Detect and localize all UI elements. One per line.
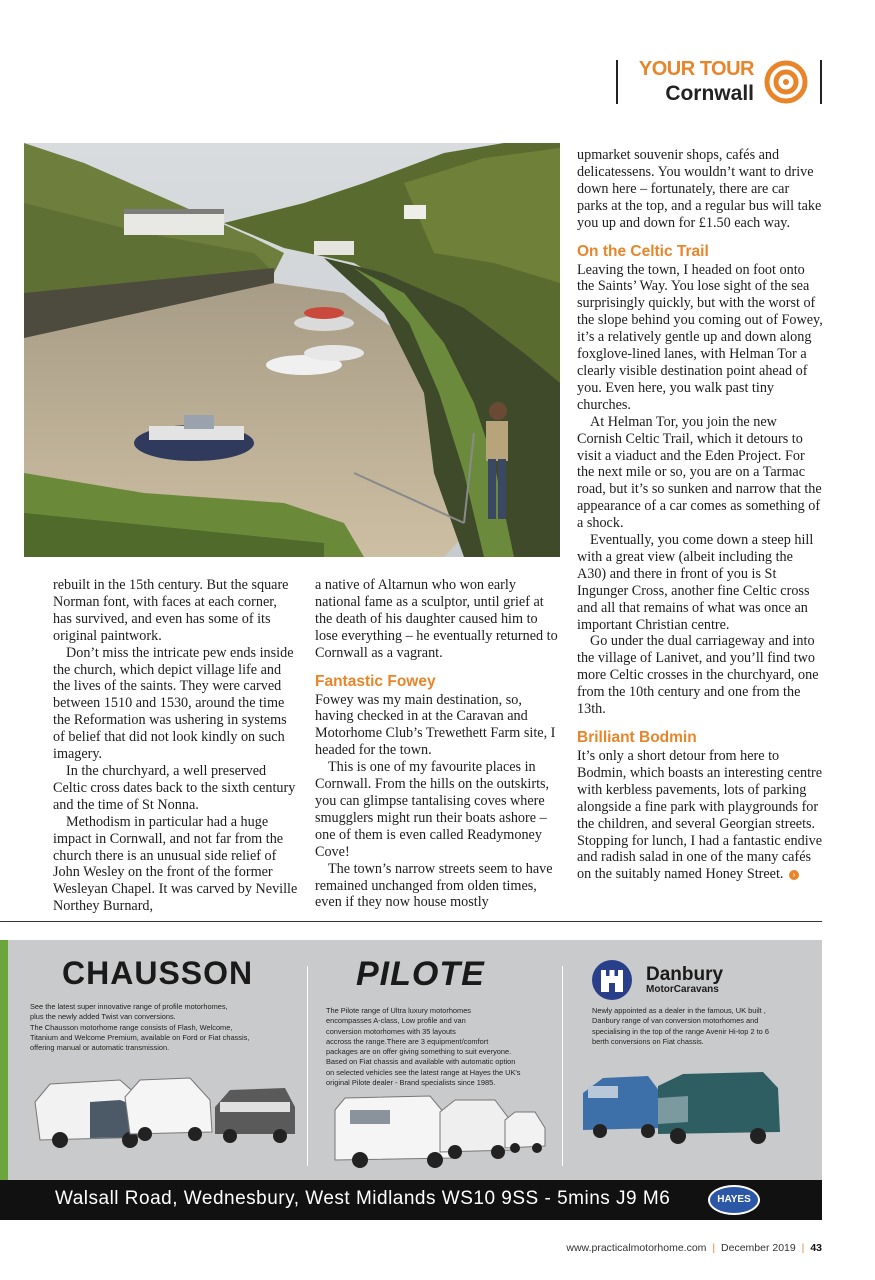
ad-line: Newly appointed as a dealer in the famous, UK built , (592, 1006, 766, 1015)
issue-date: December 2019 (721, 1242, 796, 1254)
pilote-logo: PILOTE (356, 955, 485, 993)
paragraph: In the churchyard, a well preserved Celtic cross dates back to the sixth century and the time of St Nonna. (53, 762, 296, 813)
paragraph (577, 748, 823, 883)
ad-line: specialising in the top of the range Avenir Hi-top 2 to 6 (592, 1026, 769, 1036)
ad-line: accross the range.There are 3 equipment/comfort (326, 1036, 489, 1046)
ad-divider (307, 966, 308, 1166)
paragraph: At Helman Tor, you join the new Cornish Celtic Trail, which it detours to visit a viaduct and the Eden Project. For the next mile or so, you are on a Tarmac road, but it’s so sunken and narrow that the appearance of a car comes as something of a shock. (577, 413, 822, 532)
header-divider-left (616, 60, 618, 104)
section-header (616, 60, 822, 104)
header-divider-right (820, 60, 822, 104)
ad-line: encompasses A-class, Low profile and van (326, 1016, 466, 1026)
danbury-vehicles-image (578, 1068, 788, 1148)
footer-separator: | (712, 1242, 716, 1254)
section-title: YOUR TOUR (638, 58, 754, 80)
chausson-logo: CHAUSSON (62, 955, 254, 991)
target-icon (764, 60, 808, 104)
chausson-text (30, 1002, 300, 1053)
danbury-crest-icon (590, 958, 634, 1002)
section-rule (0, 921, 822, 922)
paragraph: Don’t miss the intricate pew ends inside the church, which depict village life and the lives of the saints. They were carved between 1510 and 1530, around the time the Reformation was ushering in systems of belief that did not look kindly on such imagery. (53, 644, 294, 763)
hayes-logo: HAYES (708, 1185, 760, 1215)
harbour-photo (24, 143, 560, 557)
danbury-text (592, 1006, 812, 1047)
paragraph: Methodism in particular had a huge impact in Cornwall, and not far from the church there is an unusual side relief of John Wesley on the front of the former Wesleyan Chapel. It was carved by Neville Northey Burnard, (53, 813, 298, 915)
paragraph: a native of Altarnun who won early national fame as a sculptor, until grief at the death of his daughter caused him to lose everything – he eventually returned to Cornwall as a vagrant. (315, 577, 558, 661)
ad-line: original Pilote dealer - Brand specialists since 1985. (326, 1078, 496, 1088)
ad-line: Titanium and Welcome Premium, available on Ford or Fiat chassis, (30, 1032, 250, 1042)
page-number: 43 (810, 1242, 822, 1254)
website-link[interactable]: www.practicalmotorhome.com (566, 1242, 707, 1254)
ad-line: The Chausson motorhome range consists of Flash, Welcome, (30, 1022, 233, 1032)
ad-address-bar (0, 1180, 822, 1220)
pilote-vehicles-image (330, 1090, 550, 1174)
paragraph: This is one of my favourite places in Cornwall. From the hills on the outskirts, you can glimpse tantalising coves where smugglers might run their boats ashore – one of them is even called Readymoney Cove! (315, 759, 550, 860)
subheading-bodmin: Brilliant Bodmin (577, 729, 697, 746)
article-column-3 (577, 147, 823, 883)
paragraph: The town’s narrow streets seem to have remained unchanged from olden times, even if they now house mostly (315, 860, 553, 911)
chausson-vehicles-image (30, 1072, 300, 1162)
paragraph: upmarket souvenir shops, cafés and delicatessens. You wouldn’t want to drive down here – fortunately, there are car parks at the top, and a regular bus will take you up and down for £1.50 each way. (577, 147, 822, 231)
section-region: Cornwall (665, 82, 754, 105)
article-column-1 (53, 577, 299, 915)
ad-line: Danbury range of van conversion motorhomes and (592, 1016, 759, 1026)
ad-line: offering manual or automatic transmission. (30, 1043, 170, 1053)
ad-line: conversion motorhomes with 35 layouts (326, 1026, 456, 1036)
ad-line: See the latest super innovative range of profile motorhomes, (30, 1002, 228, 1011)
paragraph: rebuilt in the 15th century. But the square Norman font, with faces at each corner, has survived, and even has some of its original paintwork. (53, 577, 289, 644)
ad-line: plus the newly added Twist van conversions. (30, 1012, 176, 1022)
ad-divider (562, 966, 563, 1166)
ad-edge (0, 940, 8, 1180)
danbury-subtitle: MotorCaravans (646, 984, 719, 995)
paragraph: Go under the dual carriageway and into the village of Lanivet, and you’ll find two more Celtic crosses in the churchyard, one from the 10th century and one from the 13th. (577, 633, 819, 718)
ad-line: on selected vehicles see the latest range at Hayes the UK's (326, 1067, 521, 1077)
subheading-celtic-trail: On the Celtic Trail (577, 242, 709, 260)
page-footer (566, 1242, 822, 1254)
ad-line: Based on Fiat chassis and available with automatic option (326, 1057, 516, 1067)
subheading-fowey: Fantastic Fowey (315, 672, 436, 690)
advertisement (0, 940, 822, 1220)
paragraph: Leaving the town, I headed on foot onto the Saints’ Way. You lose sight of the sea surprisingly quickly, but with the worst of the slope behind you coming out of Fowey, it’s a relatively gentle up and down along foxglove-lined lanes, with Helman Tor a clearly visible destination point ahead of you. Even here, you walk past tiny churches. (577, 261, 823, 413)
ad-line: packages are on offer giving something to suit everyone. (326, 1047, 512, 1057)
dealer-address: Walsall Road, Wednesbury, West Midlands WS10 9SS - 5mins J9 M6 (55, 1188, 671, 1209)
pilote-text (326, 1006, 556, 1088)
ad-line: berth conversions on Fiat chassis. (592, 1036, 704, 1046)
paragraph: Eventually, you come down a steep hill with a great view (albeit including the A30) and there in front of you is St Ingunger Cross, another fine Celtic cross and all that remains of what was once an important Christian centre. (577, 532, 814, 633)
footer-separator: | (801, 1242, 805, 1254)
danbury-logo: Danbury (646, 964, 724, 985)
ad-line: The Pilote range of Ultra luxury motorhomes (326, 1006, 472, 1015)
article-column-2 (315, 577, 561, 911)
paragraph-text: It’s only a short detour from here to Bodmin, which boasts an interesting centre with kerbless pavements, lots of parking alongside a fine park with playgrounds for the children, and several Georgian streets. Stopping for lunch, I had a fantastic endive and radish salad in one of the many cafés on the suitably named Honey Street. (577, 748, 823, 883)
paragraph: Fowey was my main destination, so, having checked in at the Caravan and Motorhome Club’s Trewethett Farm site, I headed for the town. (315, 691, 556, 759)
continue-arrow-icon: › (789, 870, 799, 880)
